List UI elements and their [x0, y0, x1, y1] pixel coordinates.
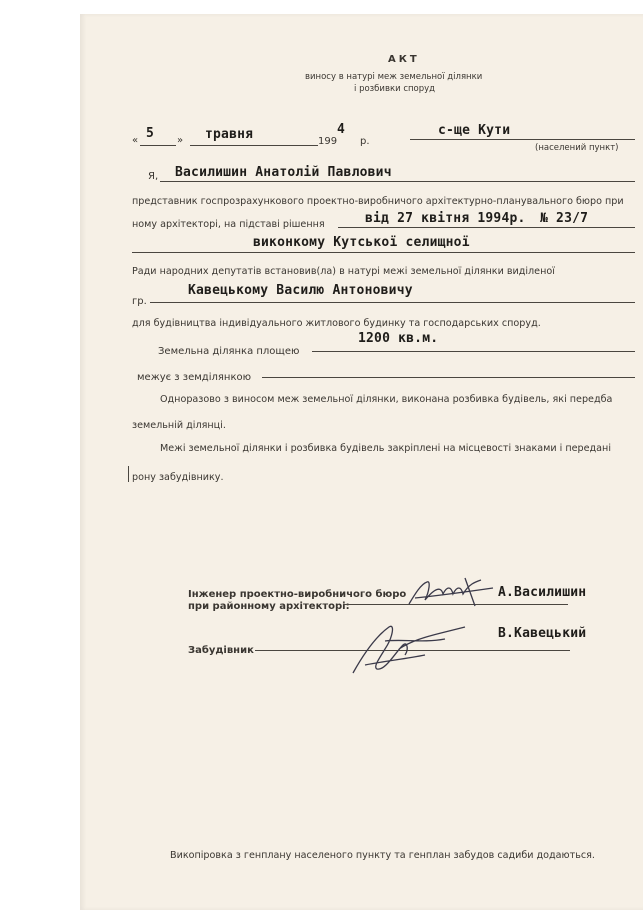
line-representative: представник госпрозрахункового проектно-виробничого архітектурно-планувального бюро при: [132, 196, 624, 207]
bounds-label: межує з земділянкою: [137, 372, 252, 383]
decision-date: від 27 квітня 1994р.: [365, 211, 526, 226]
area-line: [312, 351, 635, 352]
paragraph2-line1: Межі земельної ділянки і розбивка будівель закріплені на місцевості знаками і передані: [160, 443, 611, 454]
paragraph1-line2: земельній ділянці.: [132, 420, 226, 431]
citizen-line: [150, 302, 635, 303]
decision-number: № 23/7: [540, 211, 589, 226]
engineer-label-line2: при районному архітекторі:: [188, 601, 350, 612]
date-year-digit: 4: [337, 122, 346, 137]
act-title: АКТ: [388, 54, 420, 65]
paragraph2-line2: рону забудівнику.: [132, 472, 224, 483]
decision-line: [338, 227, 635, 228]
line-council: Ради народних депутатів встановив(ла) в натурі межі земельної ділянки виділеної: [132, 266, 555, 277]
engineer-name: А.Василишин: [498, 585, 587, 600]
citizen-name: Кавецькому Василю Антоновичу: [188, 283, 413, 298]
engineer-label-line1: Інженер проектно-виробничого бюро: [188, 589, 407, 600]
line-basis-prefix: ному архітекторі, на підставі рішення: [132, 219, 325, 230]
date-close-quote: »: [177, 135, 184, 146]
representative-name-line: [160, 181, 635, 182]
date-month: травня: [205, 127, 254, 142]
date-day-line: [140, 145, 176, 146]
settlement-line: [410, 139, 635, 140]
line-purpose: для будівництва індивідуального житлового будинку та господарських споруд.: [132, 318, 541, 329]
settlement-value: с-ще Кути: [438, 123, 511, 138]
paragraph1-line1: Одноразово з виносом меж земельної ділянки, виконана розбивка будівель, які передба: [160, 394, 613, 405]
decision-body-line: [132, 252, 635, 253]
paragraph2-mark: [128, 466, 129, 482]
date-day: 5: [146, 126, 155, 141]
date-month-line: [190, 145, 318, 146]
citizen-prefix: гр.: [132, 296, 147, 307]
date-open-quote: «: [132, 135, 139, 146]
developer-signature: [345, 615, 470, 680]
area-value: 1200 кв.м.: [358, 331, 439, 346]
representative-name: Василишин Анатолій Павлович: [175, 165, 392, 180]
footer-note: Викопіровка з генплану населеного пункту та генплан забудов садиби додаються.: [170, 850, 595, 861]
settlement-caption: (населений пункт): [535, 143, 619, 153]
engineer-signature: [405, 574, 500, 614]
developer-name: В.Кавецький: [498, 626, 587, 641]
date-year-suffix: р.: [360, 136, 370, 147]
date-year-prefix: 199: [318, 136, 338, 147]
i-label: Я,: [148, 171, 159, 182]
act-subtitle-line1: виносу в натурі меж земельної ділянки: [305, 72, 483, 82]
bounds-line: [262, 377, 635, 378]
decision-body: виконкому Кутської селищної: [253, 235, 470, 250]
act-subtitle-line2: і розбивки споруд: [354, 84, 436, 94]
developer-label: Забудівник: [188, 645, 254, 656]
area-label: Земельна ділянка площею: [158, 346, 300, 357]
